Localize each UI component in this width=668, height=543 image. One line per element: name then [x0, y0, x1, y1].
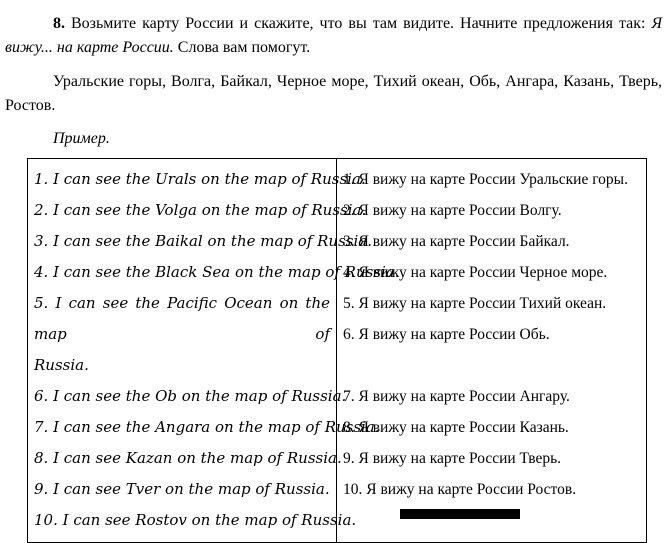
russian-sentence: 9. Я вижу на карте России Тверь. — [343, 450, 562, 467]
english-sentence: 3. I can see the Baikal on the map of Russia. — [34, 232, 372, 250]
empty-line — [343, 350, 640, 381]
russian-sentence: 5. Я вижу на карте России Тихий океан. — [343, 295, 607, 312]
scan-artifact — [400, 509, 520, 519]
english-sentence: 5. I can see the Pacific Ocean on the map of — [34, 294, 330, 343]
example-label: Пример. — [53, 130, 110, 147]
instruction-text-tail: Слова вам помогут. — [173, 39, 311, 56]
instruction-model-phrase: Я вижу... на карте России. — [5, 15, 662, 56]
example-table — [27, 158, 647, 543]
russian-sentence: 3. Я вижу на карте России Байкал. — [343, 233, 570, 250]
russian-sentence: 2. Я вижу на карте России Волгу. — [343, 202, 562, 219]
english-sentence-wrap: Russia. — [34, 356, 89, 374]
english-sentence: 1. I can see the Urals on the map of Russia. — [34, 170, 366, 188]
english-sentence: 9. I can see Tver on the map of Russia. — [34, 480, 330, 498]
instruction-text: Возьмите карту России и скажите, что вы там видите. Начните предложения так: — [65, 15, 652, 32]
russian-sentence: 1. Я вижу на карте России Уральские горы. — [343, 171, 628, 188]
russian-sentence: 8. Я вижу на карте России Казань. — [343, 419, 569, 436]
english-sentence: 8. I can see Kazan on the map of Russia. — [34, 449, 342, 467]
russian-sentence: 6. Я вижу на карте России Обь. — [343, 326, 550, 343]
english-sentence: 7. I can see the Angara on the map of Russia. — [34, 418, 380, 436]
russian-column — [337, 159, 647, 543]
exercise-instruction — [5, 12, 662, 60]
russian-sentence: 4. Я вижу на карте России Черное море. — [343, 264, 608, 281]
english-column — [28, 159, 400, 543]
word-list: Уральские горы, Волга, Байкал, Черное море, Тихий океан, Обь, Ангара, Казань, Тверь, Ростов. — [5, 73, 662, 114]
english-sentence: 4. I can see the Black Sea on the map of Russia. — [34, 263, 400, 281]
russian-sentence: 7. Я вижу на карте России Ангару. — [343, 388, 570, 405]
table-row — [28, 159, 647, 543]
english-sentence: 2. I can see the Volga on the map of Russia. — [34, 201, 367, 219]
russian-sentence: 10. Я вижу на карте России Ростов. — [343, 481, 577, 498]
exercise-number: 8. — [53, 15, 65, 32]
english-sentence: 10. I can see Rostov on the map of Russia. — [34, 511, 357, 529]
english-sentence: 6. I can see the Ob on the map of Russia. — [34, 387, 347, 405]
